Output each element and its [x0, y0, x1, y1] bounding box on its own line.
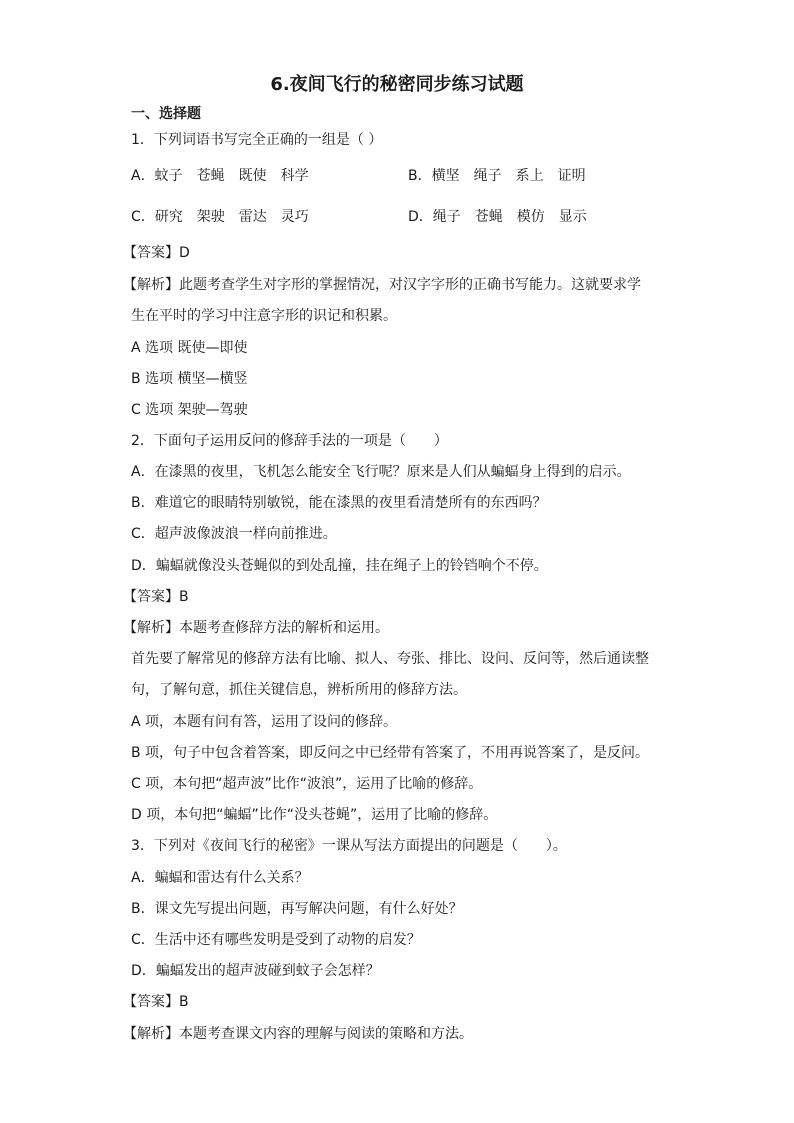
- q3-option-c: C．生活中还有哪些发明是受到了动物的启发？: [131, 932, 421, 948]
- q2-analysis-line: 【解析】本题考查修辞方法的解析和运用。: [123, 620, 389, 636]
- q3-option-b: B．课文先写提出问题，再写解决问题，有什么好处？: [131, 901, 463, 917]
- q1-analysis-line: 生在平时的学习中注意字形的识记和积累。: [131, 308, 397, 324]
- document-title: 6.夜间飞行的秘密同步练习试题: [270, 74, 524, 95]
- q2-option-b: B．难道它的眼睛特别敏锐，能在漆黑的夜里看清楚所有的东西吗？: [131, 495, 547, 511]
- q2-analysis-line: B 项，句子中包含着答案，即反问之中已经带有答案了，不用再说答案了，是反问。: [131, 745, 650, 761]
- q1-stem: 1．下列词语书写完全正确的一组是（ ）: [131, 132, 383, 148]
- q2-stem: 2．下面句子运用反问的修辞手法的一项是（ ）: [131, 433, 448, 449]
- q1-analysis-line: B 选项 横坚—横竖: [131, 371, 248, 387]
- q2-option-a: A．在漆黑的夜里，飞机怎么能安全飞行呢？原来是人们从蝙蝠身上得到的启示。: [131, 464, 631, 480]
- q3-stem: 3．下列对《夜间飞行的秘密》一课从写法方面提出的问题是（ ）。: [131, 838, 567, 854]
- q2-analysis-line: D 项，本句把“蝙蝠”比作“没头苍蝇”，运用了比喻的修辞。: [131, 807, 498, 823]
- section-heading: 一、选择题: [131, 106, 201, 122]
- q3-answer: 【答案】B: [123, 994, 189, 1010]
- q3-option-a: A．蝙蝠和雷达有什么关系？: [131, 870, 309, 886]
- q1-option-b: B．横坚 绳子 系上 证明: [408, 168, 586, 184]
- q2-analysis-line: 首先要了解常见的修辞方法有比喻、拟人、夸张、排比、设问、反问等，然后通读整: [131, 651, 649, 667]
- q1-analysis-line: C 选项 架驶—驾驶: [131, 402, 248, 418]
- q2-analysis-line: C 项，本句把“超声波”比作“波浪”，运用了比喻的修辞。: [131, 776, 483, 792]
- q2-analysis-line: A 项，本题有问有答，运用了设问的修辞。: [131, 714, 398, 730]
- q2-answer: 【答案】B: [123, 589, 189, 605]
- q3-option-d: D．蝙蝠发出的超声波碰到蚊子会怎样？: [131, 963, 380, 979]
- q1-option-c: C．研究 架驶 雷达 灵巧: [131, 209, 309, 225]
- q1-analysis-line: A 选项 既使—即使: [131, 340, 248, 356]
- q2-analysis-line: 句，了解句意，抓住关键信息，辨析所用的修辞方法。: [131, 682, 467, 698]
- q1-analysis-line: 【解析】此题考查学生对字形的掌握情况，对汉字字形的正确书写能力。这就要求学: [123, 277, 641, 293]
- q2-option-c: C．超声波像波浪一样向前推进。: [131, 526, 337, 542]
- q1-option-d: D．绳子 苍蝇 模仿 显示: [408, 209, 587, 225]
- q2-option-d: D．蝙蝠就像没头苍蝇似的到处乱撞，挂在绳子上的铃铛响个不停。: [131, 558, 548, 574]
- q1-answer: 【答案】D: [123, 245, 190, 261]
- q3-analysis-line: 【解析】本题考查课文内容的理解与阅读的策略和方法。: [123, 1026, 473, 1042]
- q1-option-a: A．蚊子 苍蝇 既使 科学: [131, 168, 309, 184]
